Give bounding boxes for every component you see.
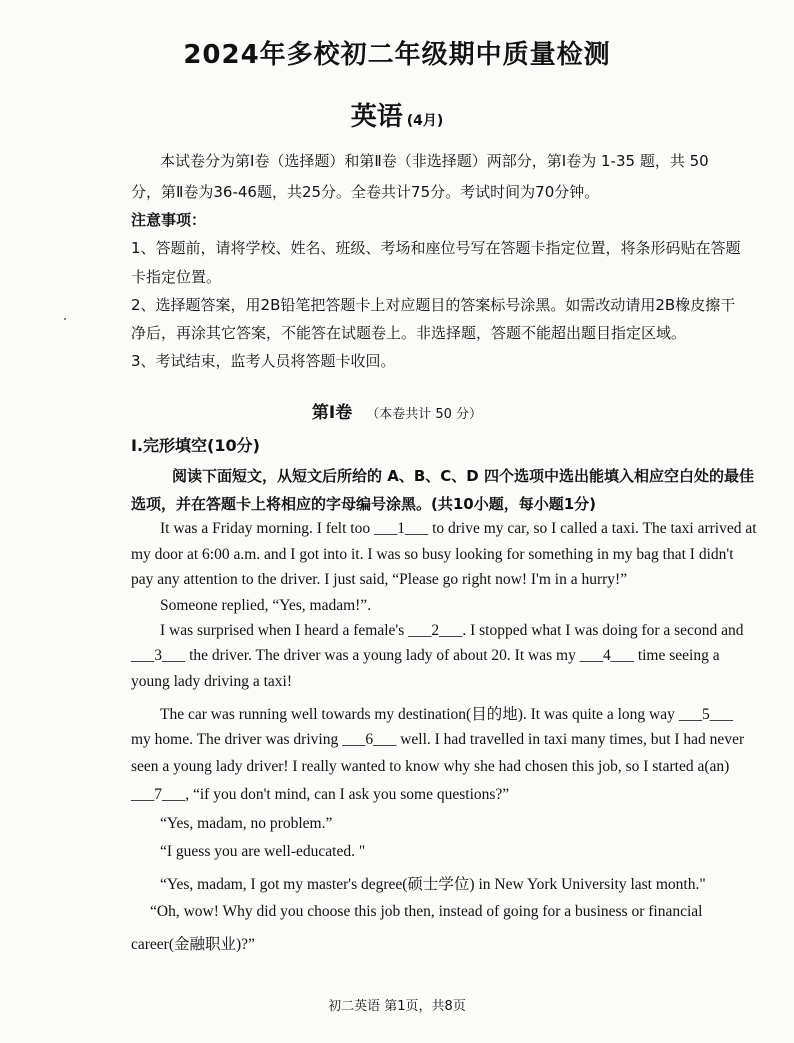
passage-line: “I guess you are well-educated. " — [160, 843, 366, 860]
subject-name: 英语 — [350, 102, 403, 132]
part-1-title: 第Ⅰ卷 — [311, 403, 353, 423]
intro-line-2: 分，第Ⅱ卷为36-46题，共25分。全卷共计75分。考试时间为70分钟。 — [131, 183, 600, 201]
passage-line: ___3___ the driver. The driver was a young lady of about 20. It was my ___4___ time seeing a — [131, 647, 720, 664]
passage-line: my door at 6:00 a.m. and I got into it. I was so busy looking for something in my bag that I didn't — [131, 546, 734, 563]
passage-line: Someone replied, “Yes, madam!”. — [160, 597, 372, 614]
note-3: 3、考试结束，监考人员将答题卡收回。 — [131, 352, 396, 370]
passage-line: seen a young lady driver! I really wanted to know why she had chosen this job, so I started a(an) — [131, 758, 730, 775]
passage-line: my home. The driver was driving ___6___ well. I had travelled in taxi many times, but I had never — [131, 731, 745, 748]
note-1-line-1: 1、答题前，请将学校、姓名、班级、考场和座位号写在答题卡指定位置，将条形码贴在答题 — [131, 239, 741, 257]
part-1-subtitle: （本卷共计 50 分） — [366, 407, 483, 422]
passage-line: I was surprised when I heard a female's ___2___. I stopped what I was doing for a second and — [160, 622, 744, 639]
exam-title: 2024年多校初二年级期中质量检测 — [183, 40, 611, 70]
directions-line-1: 阅读下面短文，从短文后所给的 A、B、C、D 四个选项中选出能填入相应空白处的最佳 — [172, 467, 754, 485]
part-1-heading — [0, 398, 794, 423]
passage-line: career(金融职业)?” — [131, 936, 255, 953]
passage-line: It was a Friday morning. I felt too ___1___ to drive my car, so I called a taxi. The taxi arrived at — [160, 520, 757, 537]
passage-line: “Oh, wow! Why did you choose this job then, instead of going for a business or financial — [150, 903, 703, 920]
note-1-line-2: 卡指定位置。 — [131, 268, 222, 286]
intro-line-1: 本试卷分为第Ⅰ卷（选择题）和第Ⅱ卷（非选择题）两部分，第Ⅰ卷为 1-35 题，共 50 — [160, 152, 709, 170]
directions-line-2: 选项，并在答题卡上将相应的字母编号涂黑。(共10小题，每小题1分) — [131, 495, 597, 513]
passage-line: The car was running well towards my destination(目的地). It was quite a long way ___5___ — [160, 706, 733, 723]
note-2-line-1: 2、选择题答案，用2B铅笔把答题卡上对应题目的答案标号涂黑。如需改动请用2B橡皮擦干 — [131, 296, 736, 314]
passage-line: “Yes, madam, no problem.” — [160, 815, 333, 832]
passage-line: young lady driving a taxi! — [131, 673, 292, 690]
subject-heading — [0, 96, 794, 133]
page-footer: 初二英语 第1页，共8页 — [328, 999, 466, 1014]
passage-line: ___7___, “if you don't mind, can I ask you some questions?” — [131, 786, 510, 803]
passage-line: “Yes, madam, I got my master's degree(硕士学位) in New York University last month." — [160, 876, 706, 893]
exam-month: (4月) — [406, 113, 444, 129]
passage-line: pay any attention to the driver. I just said, “Please go right now! I'm in a hurry!” — [131, 571, 628, 588]
notes-heading: 注意事项： — [131, 211, 207, 229]
note-2-line-2: 净后，再涂其它答案，不能答在试题卷上。非选择题，答题不能超出题目指定区域。 — [131, 324, 687, 342]
scan-speck — [64, 318, 66, 320]
section-title: I.完形填空(10分) — [131, 436, 260, 455]
